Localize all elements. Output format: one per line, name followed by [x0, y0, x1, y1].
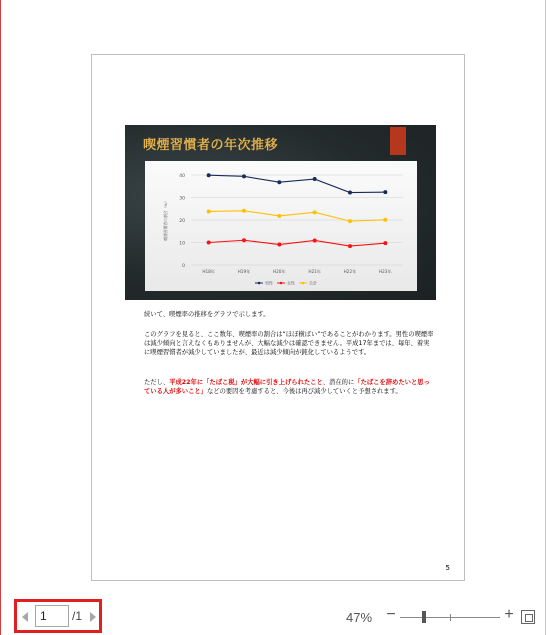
series-line [209, 175, 386, 192]
data-point [313, 210, 317, 214]
current-page-input[interactable]: 1 [35, 605, 69, 627]
data-point [383, 218, 387, 222]
x-tick-label: H19年 [237, 269, 251, 274]
legend-label: 男性 [265, 280, 273, 286]
preview-page [91, 54, 465, 581]
fit-to-window-icon[interactable] [521, 610, 535, 624]
data-point [348, 191, 352, 195]
y-tick-label: 30 [179, 196, 185, 202]
y-tick-label: 10 [179, 241, 185, 247]
slide-accent-block [390, 127, 406, 155]
paragraph-3-part-e: などの要因を考慮すると、今後は再び減少していくと予想されます。 [206, 388, 402, 395]
paragraph-2: このグラフを見ると、ここ数年、喫煙率の割合は“ほぼ横ばい”であることがわかります。男性の喫煙率は減少傾向と言えなくもありませんが、大幅な減少は確認できません。平成17年までは、毎年、着実に喫煙習慣者が減少していましたが、最近は減少傾向が鈍化しているようです。 [144, 331, 434, 356]
data-point [242, 209, 246, 213]
data-point [313, 238, 317, 242]
page-number: 5 [445, 564, 450, 572]
x-tick-label: H18年 [202, 269, 216, 274]
x-tick-label: H21年 [308, 269, 322, 274]
zoom-percent[interactable]: 47% [346, 610, 373, 625]
x-tick-label: H23年 [378, 269, 392, 274]
y-axis-label: 喫煙習慣者の割合（%） [163, 199, 168, 241]
data-point [348, 244, 352, 248]
y-tick-label: 0 [182, 264, 185, 269]
y-tick-label: 20 [179, 219, 185, 224]
highlight-quit-wish: 「たばこを辞めたいと思っている人が多いこと」 [144, 379, 430, 395]
zoom-slider-thumb[interactable] [422, 611, 426, 623]
legend-marker [258, 282, 261, 285]
data-point [242, 238, 246, 242]
data-point [313, 177, 317, 181]
paragraph-3-part-c: 、潜在的に [322, 379, 355, 386]
chart-area [145, 161, 417, 291]
highlight-tax-increase: 平成22年に「たばこ税」が大幅に引き上げられたこと [169, 379, 323, 386]
data-point [242, 174, 246, 178]
x-tick-label: H20年 [272, 269, 286, 274]
prev-page-icon[interactable] [22, 612, 28, 622]
zoom-out-button[interactable]: − [386, 606, 396, 623]
legend-label: 合計 [309, 280, 317, 286]
series-line [209, 240, 386, 246]
data-point [383, 241, 387, 245]
paragraph-1: 続いて、喫煙率の推移をグラフで示します。 [144, 311, 270, 318]
legend-label: 女性 [287, 280, 295, 286]
data-point [383, 190, 387, 194]
data-point [277, 180, 281, 184]
data-point [207, 241, 211, 245]
data-point [207, 209, 211, 213]
page-navigator [14, 599, 102, 633]
line-chart [145, 161, 417, 291]
paragraph-3 [144, 378, 434, 396]
legend-marker [302, 282, 305, 285]
y-tick-label: 40 [179, 174, 185, 179]
data-point [277, 214, 281, 218]
data-point [207, 173, 211, 177]
x-tick-label: H22年 [343, 269, 357, 274]
paragraph-3-part-a: ただし、 [144, 379, 170, 386]
slide-title: 喫煙習慣者の年次推移 [143, 138, 279, 153]
total-pages-label: /1 [72, 609, 83, 623]
data-point [348, 219, 352, 223]
zoom-slider-midmark [450, 614, 451, 621]
zoom-in-button[interactable]: + [504, 606, 514, 623]
series-line [209, 211, 386, 221]
data-point [277, 243, 281, 247]
print-preview-area[interactable] [1, 0, 545, 598]
slide-thumbnail [125, 125, 436, 300]
next-page-icon[interactable] [90, 612, 96, 622]
legend-marker [280, 282, 283, 285]
